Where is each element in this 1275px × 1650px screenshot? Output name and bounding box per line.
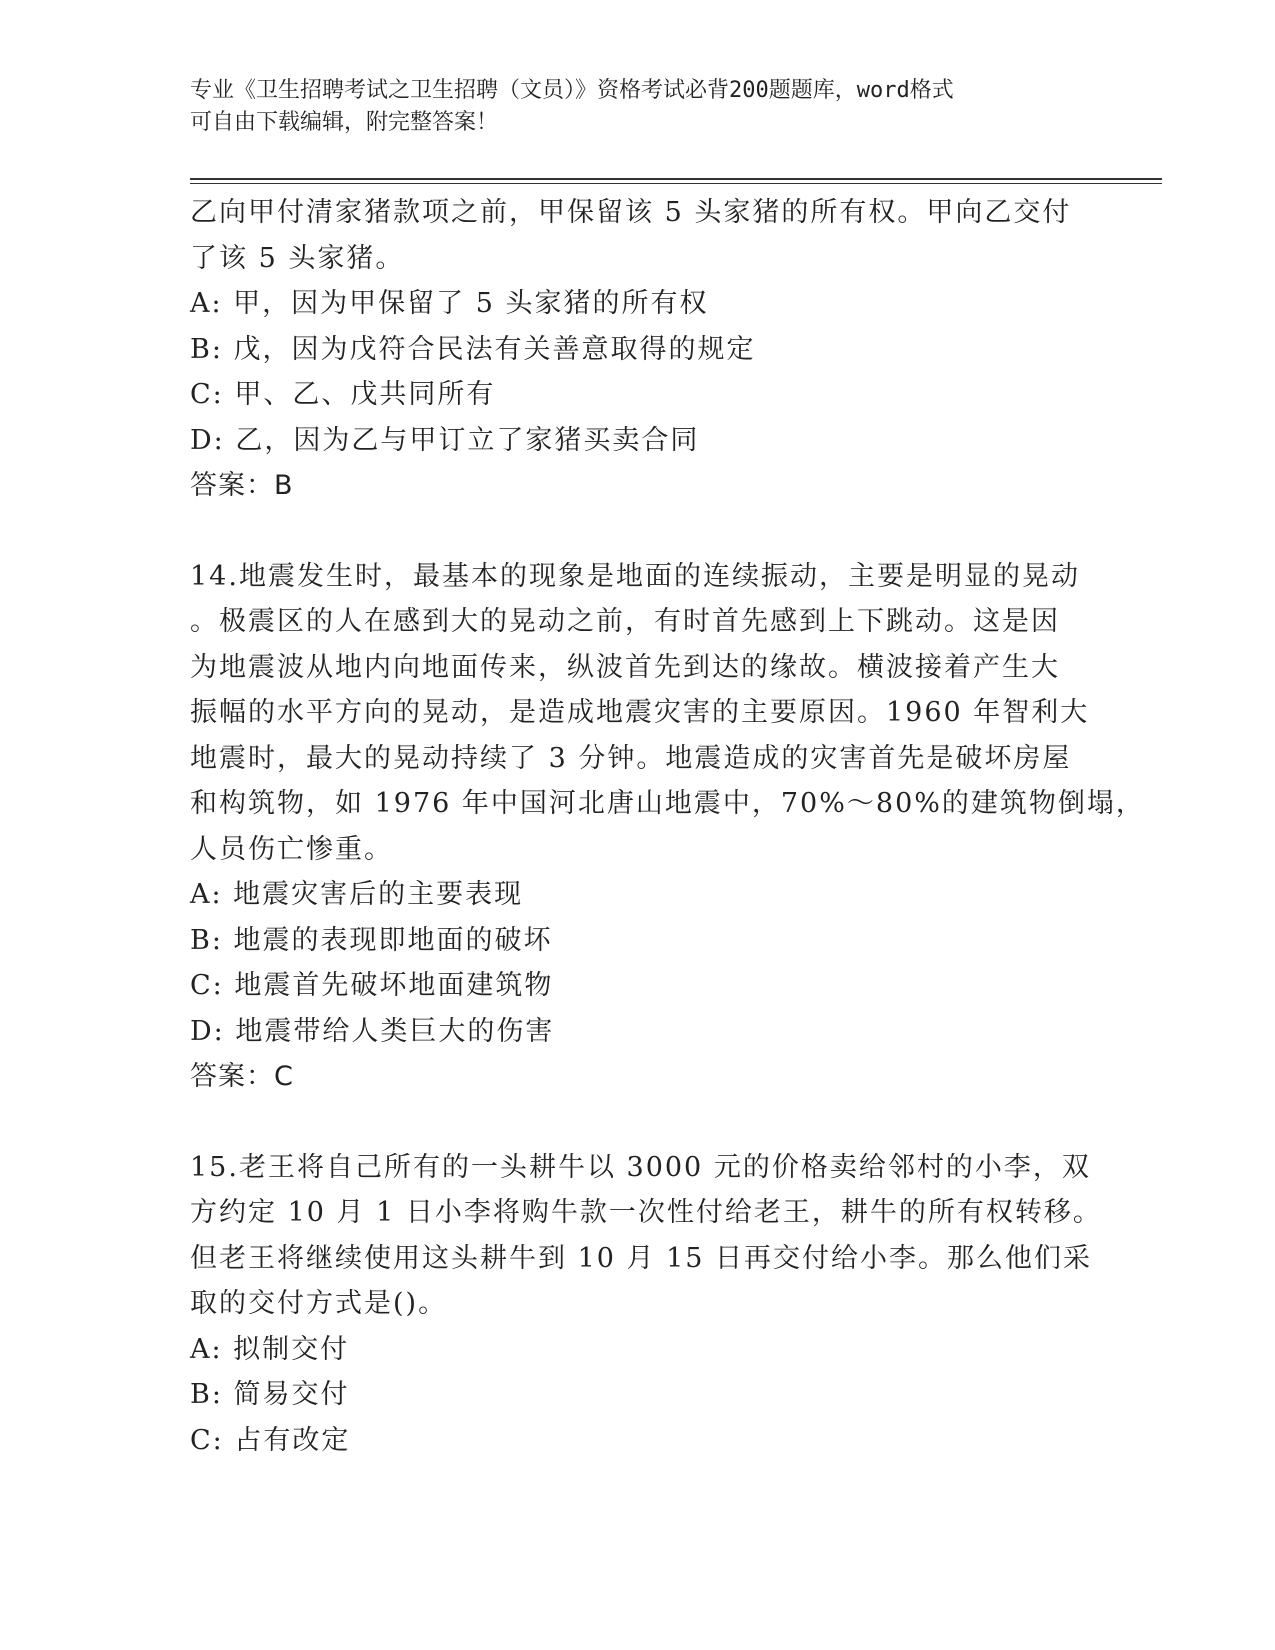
question-text-line: 15.老王将自己所有的一头耕牛以 3000 元的价格卖给邻村的小李，双 [190,1151,1091,1183]
question-text-line: 取的交付方式是()。 [190,1288,448,1319]
question-text-line: 方约定 10 月 1 日小李将购牛款一次性付给老王，耕牛的所有权转移。 [190,1197,1102,1228]
header-title-line-2: 可自由下载编辑，附完整答案！ [190,110,499,135]
question-15 [190,1145,1102,1464]
question-text-line: 人员伤亡惨重。 [190,833,393,865]
header-divider-thin [190,183,1162,184]
question-text-line: 振幅的水平方向的晃动，是造成地震灾害的主要原因。1960 年智利大 [190,697,1090,728]
option-d: D: 乙，因为乙与甲订立了家猪买卖合同 [190,424,700,456]
question-text-line: 。极震区的人在感到大的晃动之前，有时首先感到上下跳动。这是因 [190,606,1060,637]
option-c: C: 地震首先破坏地面建筑物 [190,970,554,1001]
answer-label: 答案：B [190,470,294,501]
option-b: B: 地震的表现即地面的破坏 [190,924,553,956]
question-14 [190,554,1145,1100]
option-a: A: 拟制交付 [190,1333,350,1365]
header-divider-thick [190,178,1162,180]
question-content [190,190,1145,1463]
option-a: A: 地震灾害后的主要表现 [190,879,524,910]
question-text-line: 乙向甲付清家猪款项之前，甲保留该 5 头家猪的所有权。甲向乙交付 [190,197,1072,228]
option-b: B: 戊，因为戊符合民法有关善意取得的规定 [190,333,756,365]
header-title-line-1: 专业《卫生招聘考试之卫生招聘（文员）》资格考试必背200题题库，word格式 [190,78,954,103]
option-c: C: 占有改定 [190,1424,351,1456]
question-text-line: 了该 5 头家猪。 [190,242,405,274]
question-spacer [190,1100,1090,1145]
question-text-line: 为地震波从地内向地面传来，纵波首先到达的缘故。横波接着产生大 [190,651,1060,683]
option-b: B: 简易交付 [190,1379,350,1410]
question-text-line: 地震时，最大的晃动持续了 3 分钟。地震造成的灾害首先是破坏房屋 [190,742,1072,774]
answer-label: 答案：C [190,1061,294,1092]
option-c: C: 甲、乙、戊共同所有 [190,379,496,410]
question-text-line: 和构筑物，如 1976 年中国河北唐山地震中，70%～80%的建筑物倒塌， [190,788,1145,819]
page-header [190,75,1080,139]
question-13 [190,190,1090,509]
question-text-line: 14.地震发生时，最基本的现象是地面的连续振动，主要是明显的晃动 [190,560,1080,592]
question-spacer [190,509,1090,554]
option-d: D: 地震带给人类巨大的伤害 [190,1015,555,1047]
option-a: A: 甲，因为甲保留了 5 头家猪的所有权 [190,288,709,319]
question-text-line: 但老王将继续使用这头耕牛到 10 月 15 日再交付给小李。那么他们采 [190,1242,1093,1274]
